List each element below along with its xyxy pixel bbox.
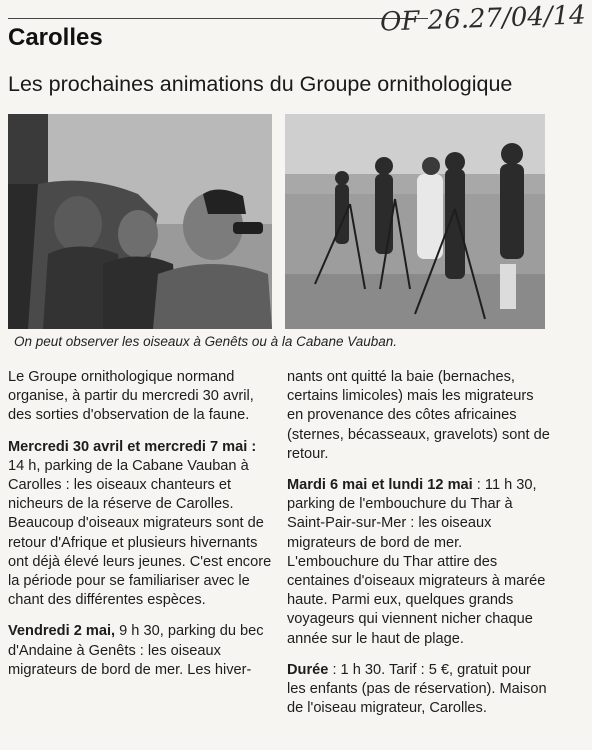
duration-label: Durée: [287, 661, 329, 678]
event3-paragraph: [287, 476, 552, 649]
event2-continuation: nants ont quitté la baie (bernaches, certains limicoles) mais les migrateurs en provenance des côtes africaines (sternes, bécasseaux, gravelots) sont de retour.: [287, 369, 550, 462]
event1-paragraph: [8, 438, 273, 611]
photo-birdwatchers-closeup: [8, 114, 272, 329]
article-column-right: [287, 368, 552, 730]
handwritten-note: OF 26.27/04/14: [379, 0, 587, 38]
event1-dates: Mercredi 30 avril et mercredi 7 mai :: [8, 438, 257, 455]
duration-text: : 1 h 30. Tarif : 5 €, gratuit pour les enfants (pas de réservation). Maison de l'oiseau migrateur, Carolles.: [287, 661, 547, 717]
event3-dates: Mardi 6 mai et lundi 12 mai: [287, 477, 473, 494]
event3-text: : 11 h 30, parking de l'embouchure du Thar à Saint-Pair-sur-Mer : les oiseaux migrateurs de bord de mer. L'embouchure du Thar attire des centaines d'oiseaux migrateurs à marée haute. Parmi eux, quelques grands voyageurs qui viennent nicher chaque année sur le haut de plage.: [287, 477, 546, 647]
article-column-left: [8, 368, 273, 692]
intro-paragraph: Le Groupe ornithologique normand organise, à partir du mercredi 30 avril, des sorties d'observation de la faune.: [8, 369, 254, 424]
headline: Les prochaines animations du Groupe ornithologique: [8, 72, 513, 96]
top-rule: [8, 18, 428, 19]
event2-dates: Vendredi 2 mai,: [8, 623, 116, 640]
section-title: Carolles: [8, 24, 103, 51]
duration-paragraph: [287, 661, 552, 719]
photo-birdwatchers-beach: [285, 114, 545, 329]
event2-text-left: 9 h 30, parking du bec d'Andaine à Genêts : les oiseaux migrateurs de bord de mer. Les hiver-: [8, 623, 264, 678]
photo-caption: On peut observer les oiseaux à Genêts ou à la Cabane Vauban.: [14, 334, 398, 349]
event2-paragraph: [8, 622, 273, 680]
event1-text: 14 h, parking de la Cabane Vauban à Carolles : les oiseaux chanteurs et nicheurs de la réserve de Carolles. Beaucoup d'oiseaux migrateurs sont de retour d'Afrique et plusieurs hivernants ont déjà élevé leurs jeunes. C'est encore la période pour se familiariser avec le chant des différentes espèces.: [8, 457, 272, 609]
